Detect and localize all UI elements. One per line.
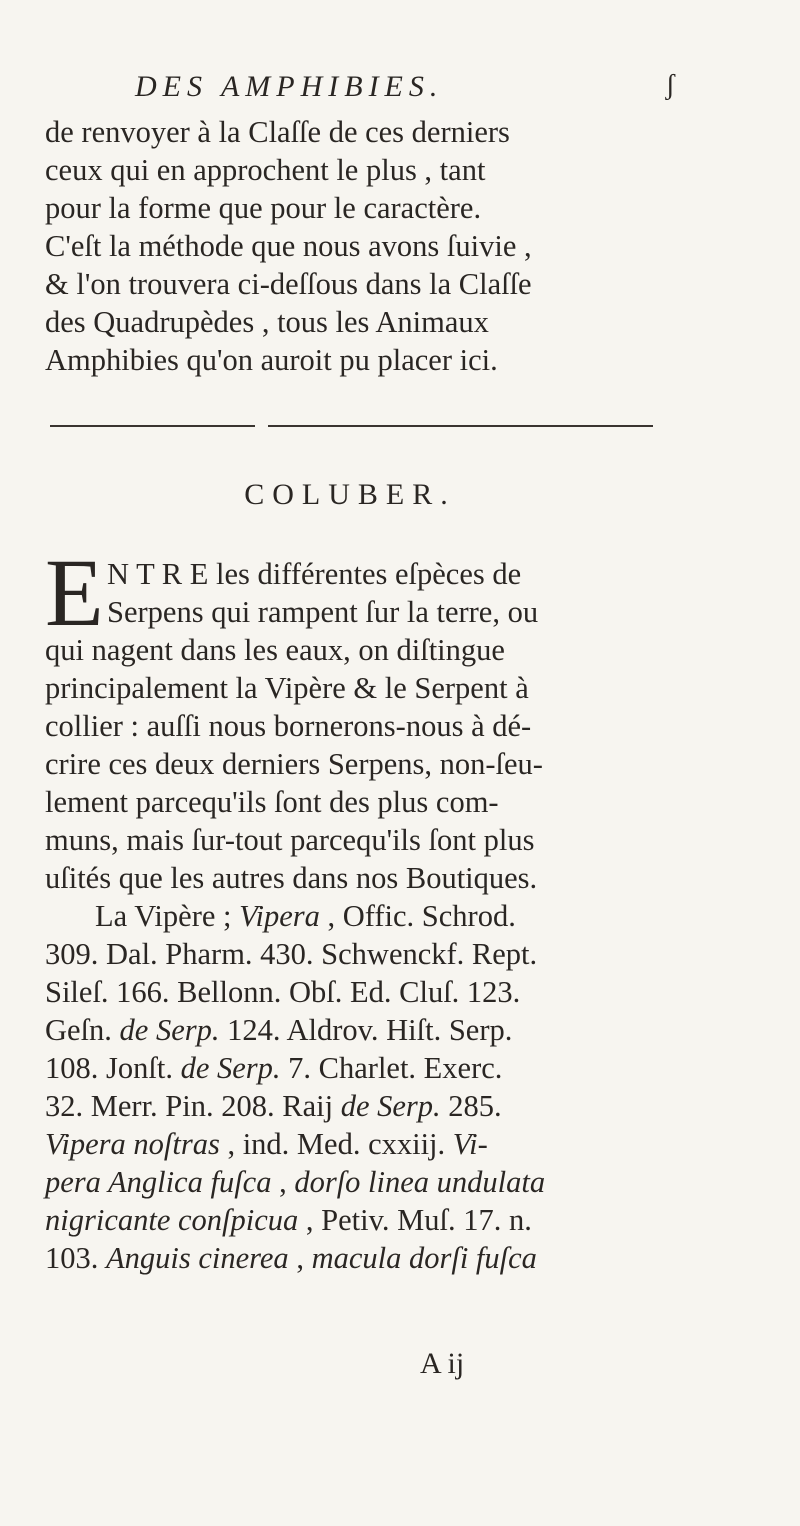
text-run: , Offic. Schrod.: [319, 899, 516, 933]
citation-line: [45, 1011, 665, 1049]
divider-segment: [268, 425, 653, 427]
citation-line: [45, 1125, 665, 1163]
text-run: 124. Aldrov. Hiſt. Serp.: [219, 1013, 513, 1047]
text-run: Geſn.: [45, 1013, 120, 1047]
text-line: Serpens qui rampent ſur la terre, ou: [107, 595, 539, 629]
italic-run: Vipera noſtras: [45, 1127, 220, 1161]
citation-line: 309. Dal. Pharm. 430. Schwenckf. Rept.: [45, 937, 538, 971]
text-line: des Quadrupèdes , tous les Animaux: [45, 305, 489, 339]
divider-segment: [50, 425, 255, 427]
text-line: qui nagent dans les eaux, on diſtingue: [45, 633, 505, 667]
text-run: 32. Merr. Pin. 208. Raij: [45, 1089, 341, 1123]
text-line: principalement la Vipère & le Serpent à: [45, 671, 529, 705]
italic-run: de Serp.: [180, 1051, 281, 1085]
citation-line: Sileſ. 166. Bellonn. Obſ. Ed. Cluſ. 123.: [45, 975, 521, 1009]
text-line: ceux qui en approchent le plus , tant: [45, 153, 486, 187]
text-run: 108. Jonſt.: [45, 1051, 181, 1085]
text-line: C'eſt la méthode que nous avons ſuivie ,: [45, 229, 532, 263]
text-run: 103.: [45, 1241, 106, 1275]
text-run: 285.: [440, 1089, 502, 1123]
text-run: , ind. Med. cxxiij.: [219, 1127, 453, 1161]
body-paragraph: [45, 539, 665, 1277]
italic-run: nigricante conſpicua: [45, 1203, 299, 1237]
citation-line: [45, 1087, 665, 1125]
running-head-title: DES AMPHIBIES.: [135, 70, 444, 103]
intro-paragraph: [45, 113, 665, 379]
section-divider: [50, 423, 655, 431]
italic-run: macula dorſi fuſca: [311, 1241, 537, 1275]
citation-line: [45, 897, 665, 935]
text-line: Amphibies qu'on auroit pu placer ici.: [45, 343, 498, 377]
text-line: collier : auſſi nous bornerons-nous à dé-: [45, 709, 532, 743]
drop-capital: E: [45, 539, 104, 646]
section-title: COLUBER.: [244, 478, 456, 511]
catchword: A ij: [420, 1347, 465, 1380]
text-line: & l'on trouvera ci-deſſous dans la Claſſe: [45, 267, 532, 301]
italic-run: Vi-: [452, 1127, 488, 1161]
text-run: , Petiv. Muſ. 17. n.: [298, 1203, 532, 1237]
citation-line: [45, 1163, 665, 1201]
text-run: 7. Charlet. Exerc.: [280, 1051, 503, 1085]
text-run: ,: [288, 1241, 312, 1275]
citation-line: [45, 1239, 665, 1277]
text-line: de renvoyer à la Claſſe de ces derniers: [45, 115, 510, 149]
italic-run: de Serp.: [340, 1089, 441, 1123]
running-head: [135, 70, 695, 110]
italic-run: de Serp.: [119, 1013, 220, 1047]
text-line: pour la forme que pour le caractère.: [45, 191, 482, 225]
text-line: N T R E les différentes eſpèces de: [107, 557, 522, 591]
text-run: La Vipère ;: [95, 899, 240, 933]
text-line: uſités que les autres dans nos Boutiques.: [45, 861, 538, 895]
text-run: ,: [271, 1165, 295, 1199]
text-line: muns, mais ſur-tout parcequ'ils ſont plus: [45, 823, 535, 857]
italic-run: dorſo linea undulata: [294, 1165, 546, 1199]
page-signature: ʃ: [665, 70, 675, 101]
italic-run: Vipera: [239, 899, 320, 933]
italic-run: pera Anglica fuſca: [45, 1165, 272, 1199]
text-line: lement parcequ'ils ſont des plus com-: [45, 785, 499, 819]
citation-line: [45, 1049, 665, 1087]
text-line: crire ces deux derniers Serpens, non-ſeu-: [45, 747, 543, 781]
citation-line: [45, 1201, 665, 1239]
italic-run: Anguis cinerea: [106, 1241, 289, 1275]
